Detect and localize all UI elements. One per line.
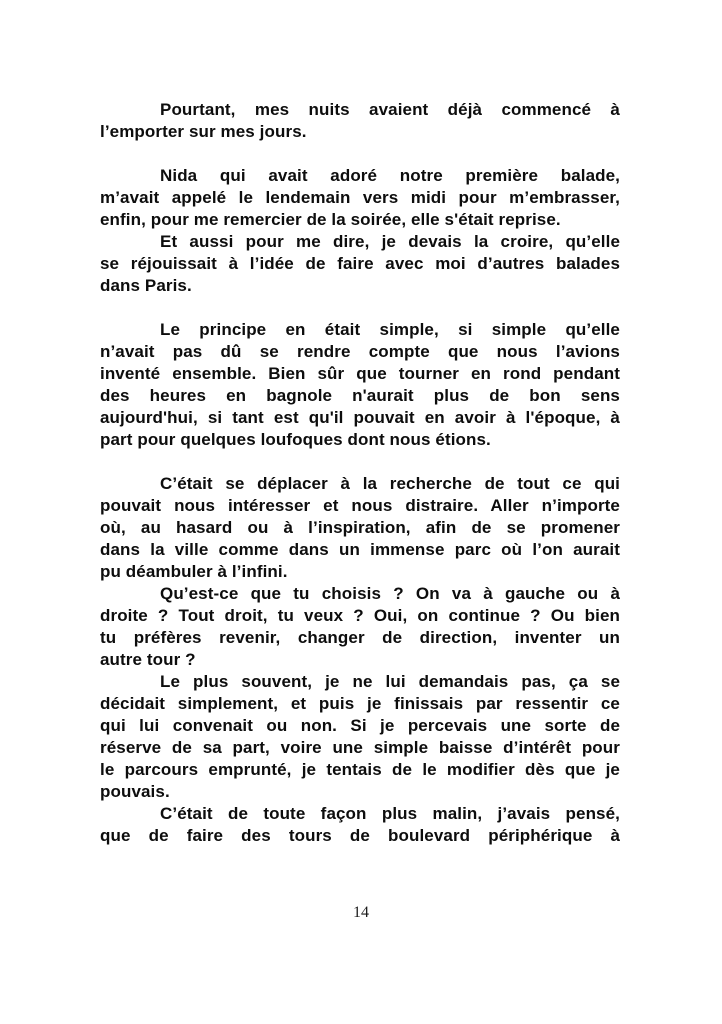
text-line: Pourtant, mes nuits avaient déjà commencé à xyxy=(160,100,620,119)
text-line: réserve de sa part, voire une simple baisse d’intérêt pour xyxy=(100,738,620,757)
page-text xyxy=(100,99,620,847)
paragraph-7 xyxy=(100,671,620,803)
text-line: n’avait pas dû se rendre compte que nous l’avions xyxy=(100,342,620,361)
text-line: tu préfères revenir, changer de direction, inventer un xyxy=(100,628,620,647)
text-line: pouvais. xyxy=(100,782,170,801)
text-line: l’emporter sur mes jours. xyxy=(100,122,307,141)
text-line: qui lui convenait ou non. Si je percevais une sorte de xyxy=(100,716,620,735)
text-line: Et aussi pour me dire, je devais la croire, qu’elle xyxy=(160,232,620,251)
text-line: C’était se déplacer à la recherche de tout ce qui xyxy=(160,474,620,493)
paragraph-4 xyxy=(100,319,620,451)
text-line: Qu’est-ce que tu choisis ? On va à gauche ou à xyxy=(160,584,620,603)
text-line: droite ? Tout droit, tu veux ? Oui, on continue ? Ou bien xyxy=(100,606,620,625)
text-line: dans la ville comme dans un immense parc où l’on aurait xyxy=(100,540,620,559)
text-line: Nida qui avait adoré notre première balade, xyxy=(160,166,620,185)
text-line: C’était de toute façon plus malin, j’avais pensé, xyxy=(160,804,620,823)
text-line: le parcours emprunté, je tentais de le modifier dès que je xyxy=(100,760,620,779)
text-line: pu déambuler à l’infini. xyxy=(100,562,288,581)
text-line: décidait simplement, et puis je finissais par ressentir ce xyxy=(100,694,620,713)
paragraph-2 xyxy=(100,165,620,231)
paragraph-1 xyxy=(100,99,620,143)
text-line: où, au hasard ou à l’inspiration, afin de se promener xyxy=(100,518,620,537)
text-line: enfin, pour me remercier de la soirée, elle s'était reprise. xyxy=(100,210,561,229)
text-line: inventé ensemble. Bien sûr que tourner en rond pendant xyxy=(100,364,620,383)
text-line: Le principe en était simple, si simple qu’elle xyxy=(160,320,620,339)
text-line: des heures en bagnole n'aurait plus de bon sens xyxy=(100,386,620,405)
text-line: pouvait nous intéresser et nous distraire. Aller n’importe xyxy=(100,496,620,515)
paragraph-3 xyxy=(100,231,620,297)
paragraph-5 xyxy=(100,473,620,583)
text-line: dans Paris. xyxy=(100,276,192,295)
text-line: se réjouissait à l’idée de faire avec moi d’autres balades xyxy=(100,254,620,273)
text-line: que de faire des tours de boulevard périphérique à xyxy=(100,826,620,845)
text-line: m’avait appelé le lendemain vers midi pour m’embrasser, xyxy=(100,188,620,207)
paragraph-8 xyxy=(100,803,620,847)
paragraph-6 xyxy=(100,583,620,671)
text-line: Le plus souvent, je ne lui demandais pas, ça se xyxy=(160,672,620,691)
text-line: part pour quelques loufoques dont nous étions. xyxy=(100,430,491,449)
page-number: 14 xyxy=(353,904,369,921)
text-line: autre tour ? xyxy=(100,650,196,669)
text-line: aujourd'hui, si tant est qu'il pouvait en avoir à l'époque, à xyxy=(100,408,620,427)
